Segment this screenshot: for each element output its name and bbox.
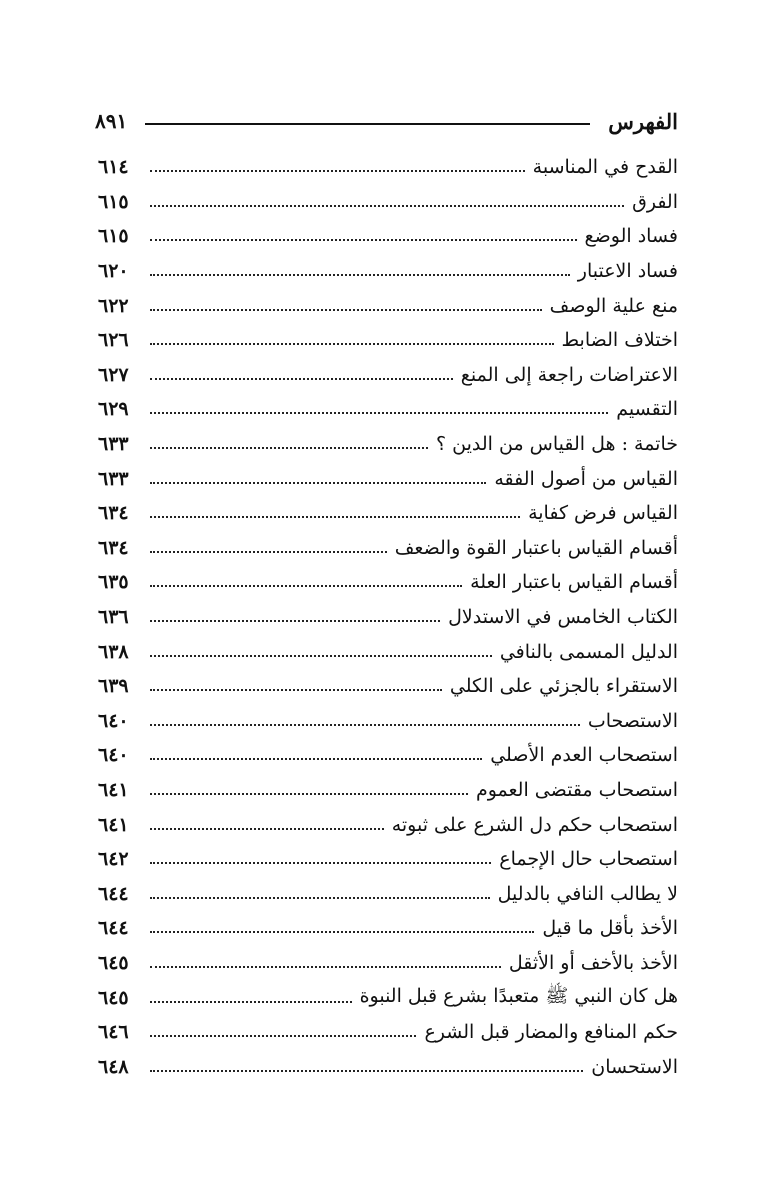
entry-title: أقسام القياس باعتبار القوة والضعف bbox=[394, 536, 678, 559]
entry-page-number: ٦٣٦ bbox=[98, 606, 129, 629]
index-entry bbox=[98, 219, 678, 254]
entry-title: فساد الاعتبار bbox=[577, 260, 678, 283]
entry-title: استصحاب العدم الأصلي bbox=[490, 744, 678, 767]
entry-page-number: ٦٤٠ bbox=[98, 744, 129, 767]
entry-page-number: ٦٣٥ bbox=[98, 571, 129, 594]
dot-leader bbox=[150, 966, 501, 968]
index-entry bbox=[98, 946, 678, 981]
entry-title: الكتاب الخامس في الاستدلال bbox=[448, 606, 678, 629]
dot-leader bbox=[150, 931, 534, 933]
entry-page-number: ٦٣٩ bbox=[98, 675, 129, 698]
dot-leader bbox=[150, 620, 440, 622]
dot-leader bbox=[150, 343, 554, 345]
entry-title: الاعتراضات راجعة إلى المنع bbox=[460, 363, 678, 386]
entry-page-number: ٦٢٦ bbox=[98, 329, 129, 352]
entry-title: التقسيم bbox=[616, 398, 678, 421]
entry-page-number: ٦٤١ bbox=[98, 778, 129, 801]
index-entry bbox=[98, 911, 678, 946]
index-entry bbox=[98, 323, 678, 358]
entry-page-number: ٦٢٩ bbox=[98, 398, 129, 421]
dot-leader bbox=[150, 447, 428, 449]
entry-page-number: ٦٣٣ bbox=[98, 433, 129, 456]
entry-page-number: ٦٢٧ bbox=[98, 363, 129, 386]
entry-title: منع علية الوصف bbox=[549, 294, 678, 317]
index-entry bbox=[98, 150, 678, 185]
running-title: الفهرس bbox=[608, 108, 678, 134]
index-entry bbox=[98, 704, 678, 739]
entry-page-number: ٦٤٥ bbox=[98, 951, 129, 974]
entry-page-number: ٦٤٢ bbox=[98, 848, 129, 871]
index-entry bbox=[98, 773, 678, 808]
entry-title: الاستصحاب bbox=[587, 709, 678, 732]
entry-title: الاستحسان bbox=[591, 1055, 678, 1078]
dot-leader bbox=[150, 724, 580, 726]
entry-page-number: ٦٢٢ bbox=[98, 294, 129, 317]
entry-page-number: ٦٤٨ bbox=[98, 1055, 129, 1078]
entry-title: الأخذ بأقل ما قيل bbox=[542, 917, 678, 940]
dot-leader bbox=[150, 378, 453, 380]
entry-title: القدح في المناسبة bbox=[532, 156, 678, 179]
entry-title: الفرق bbox=[632, 190, 678, 213]
dot-leader bbox=[150, 170, 525, 172]
dot-leader bbox=[150, 897, 490, 899]
index-entry bbox=[98, 496, 678, 531]
entry-page-number: ٦٣٤ bbox=[98, 502, 129, 525]
index-entry bbox=[98, 358, 678, 393]
entry-page-number: ٦١٤ bbox=[98, 156, 129, 179]
index-entry bbox=[98, 876, 678, 911]
entry-page-number: ٦٤١ bbox=[98, 813, 129, 836]
index-entry bbox=[98, 1015, 678, 1050]
entry-page-number: ٦٤٦ bbox=[98, 1021, 129, 1044]
dot-leader bbox=[150, 205, 624, 207]
entry-page-number: ٦١٥ bbox=[98, 225, 129, 248]
page-header bbox=[95, 106, 678, 136]
index-entry bbox=[98, 392, 678, 427]
index-entry bbox=[98, 531, 678, 566]
entry-page-number: ٦٣٤ bbox=[98, 536, 129, 559]
index-entry bbox=[98, 461, 678, 496]
index-entry bbox=[98, 842, 678, 877]
entry-page-number: ٦٤٠ bbox=[98, 709, 129, 732]
dot-leader bbox=[150, 309, 542, 311]
entry-page-number: ٦٤٥ bbox=[98, 986, 129, 1009]
index-entry bbox=[98, 807, 678, 842]
header-rule bbox=[145, 123, 590, 125]
index-entry bbox=[98, 565, 678, 600]
entry-title: الأخذ بالأخف أو الأثقل bbox=[508, 951, 678, 974]
index-entry bbox=[98, 427, 678, 462]
dot-leader bbox=[150, 689, 442, 691]
dot-leader bbox=[150, 239, 577, 241]
index-entry bbox=[98, 1049, 678, 1084]
entry-page-number: ٦٣٨ bbox=[98, 640, 129, 663]
entry-page-number: ٦٤٤ bbox=[98, 917, 129, 940]
entry-title: خاتمة : هل القياس من الدين ؟ bbox=[436, 433, 678, 456]
index-entry bbox=[98, 980, 678, 1015]
index-entry bbox=[98, 254, 678, 289]
entry-page-number: ٦١٥ bbox=[98, 190, 129, 213]
entry-title: حكم المنافع والمضار قبل الشرع bbox=[424, 1021, 678, 1044]
dot-leader bbox=[150, 1070, 583, 1072]
dot-leader bbox=[150, 412, 608, 414]
dot-leader bbox=[150, 793, 468, 795]
dot-leader bbox=[150, 758, 482, 760]
dot-leader bbox=[150, 482, 486, 484]
index-entry bbox=[98, 669, 678, 704]
dot-leader bbox=[150, 585, 462, 587]
dot-leader bbox=[150, 1001, 352, 1003]
entry-title: القياس فرض كفاية bbox=[528, 502, 678, 525]
dot-leader bbox=[150, 828, 384, 830]
dot-leader bbox=[150, 862, 491, 864]
entry-title: فساد الوضع bbox=[584, 225, 678, 248]
entry-title: هل كان النبي ﷺ متعبدًا بشرع قبل النبوة bbox=[359, 984, 678, 1007]
dot-leader bbox=[150, 1035, 416, 1037]
entry-title: استصحاب مقتضى العموم bbox=[475, 778, 678, 801]
entry-title: الاستقراء بالجزئي على الكلي bbox=[449, 675, 678, 698]
entry-title: استصحاب حكم دل الشرع على ثبوته bbox=[391, 813, 678, 836]
page-number: ٨٩١ bbox=[95, 109, 128, 133]
index-entry bbox=[98, 288, 678, 323]
dot-leader bbox=[150, 655, 492, 657]
index-entry bbox=[98, 634, 678, 669]
dot-leader bbox=[150, 274, 570, 276]
entry-title: الدليل المسمى بالنافي bbox=[499, 640, 678, 663]
index-entry bbox=[98, 738, 678, 773]
entry-page-number: ٦٢٠ bbox=[98, 260, 129, 283]
entry-page-number: ٦٣٣ bbox=[98, 467, 129, 490]
entry-page-number: ٦٤٤ bbox=[98, 882, 129, 905]
entry-title: القياس من أصول الفقه bbox=[494, 467, 678, 490]
index-entry bbox=[98, 185, 678, 220]
entry-title: اختلاف الضابط bbox=[561, 329, 678, 352]
dot-leader bbox=[150, 516, 520, 518]
index-list bbox=[98, 150, 678, 1084]
index-entry bbox=[98, 600, 678, 635]
entry-title: لا يطالب النافي بالدليل bbox=[497, 882, 678, 905]
dot-leader bbox=[150, 551, 387, 553]
entry-title: استصحاب حال الإجماع bbox=[499, 848, 678, 871]
entry-title: أقسام القياس باعتبار العلة bbox=[470, 571, 678, 594]
